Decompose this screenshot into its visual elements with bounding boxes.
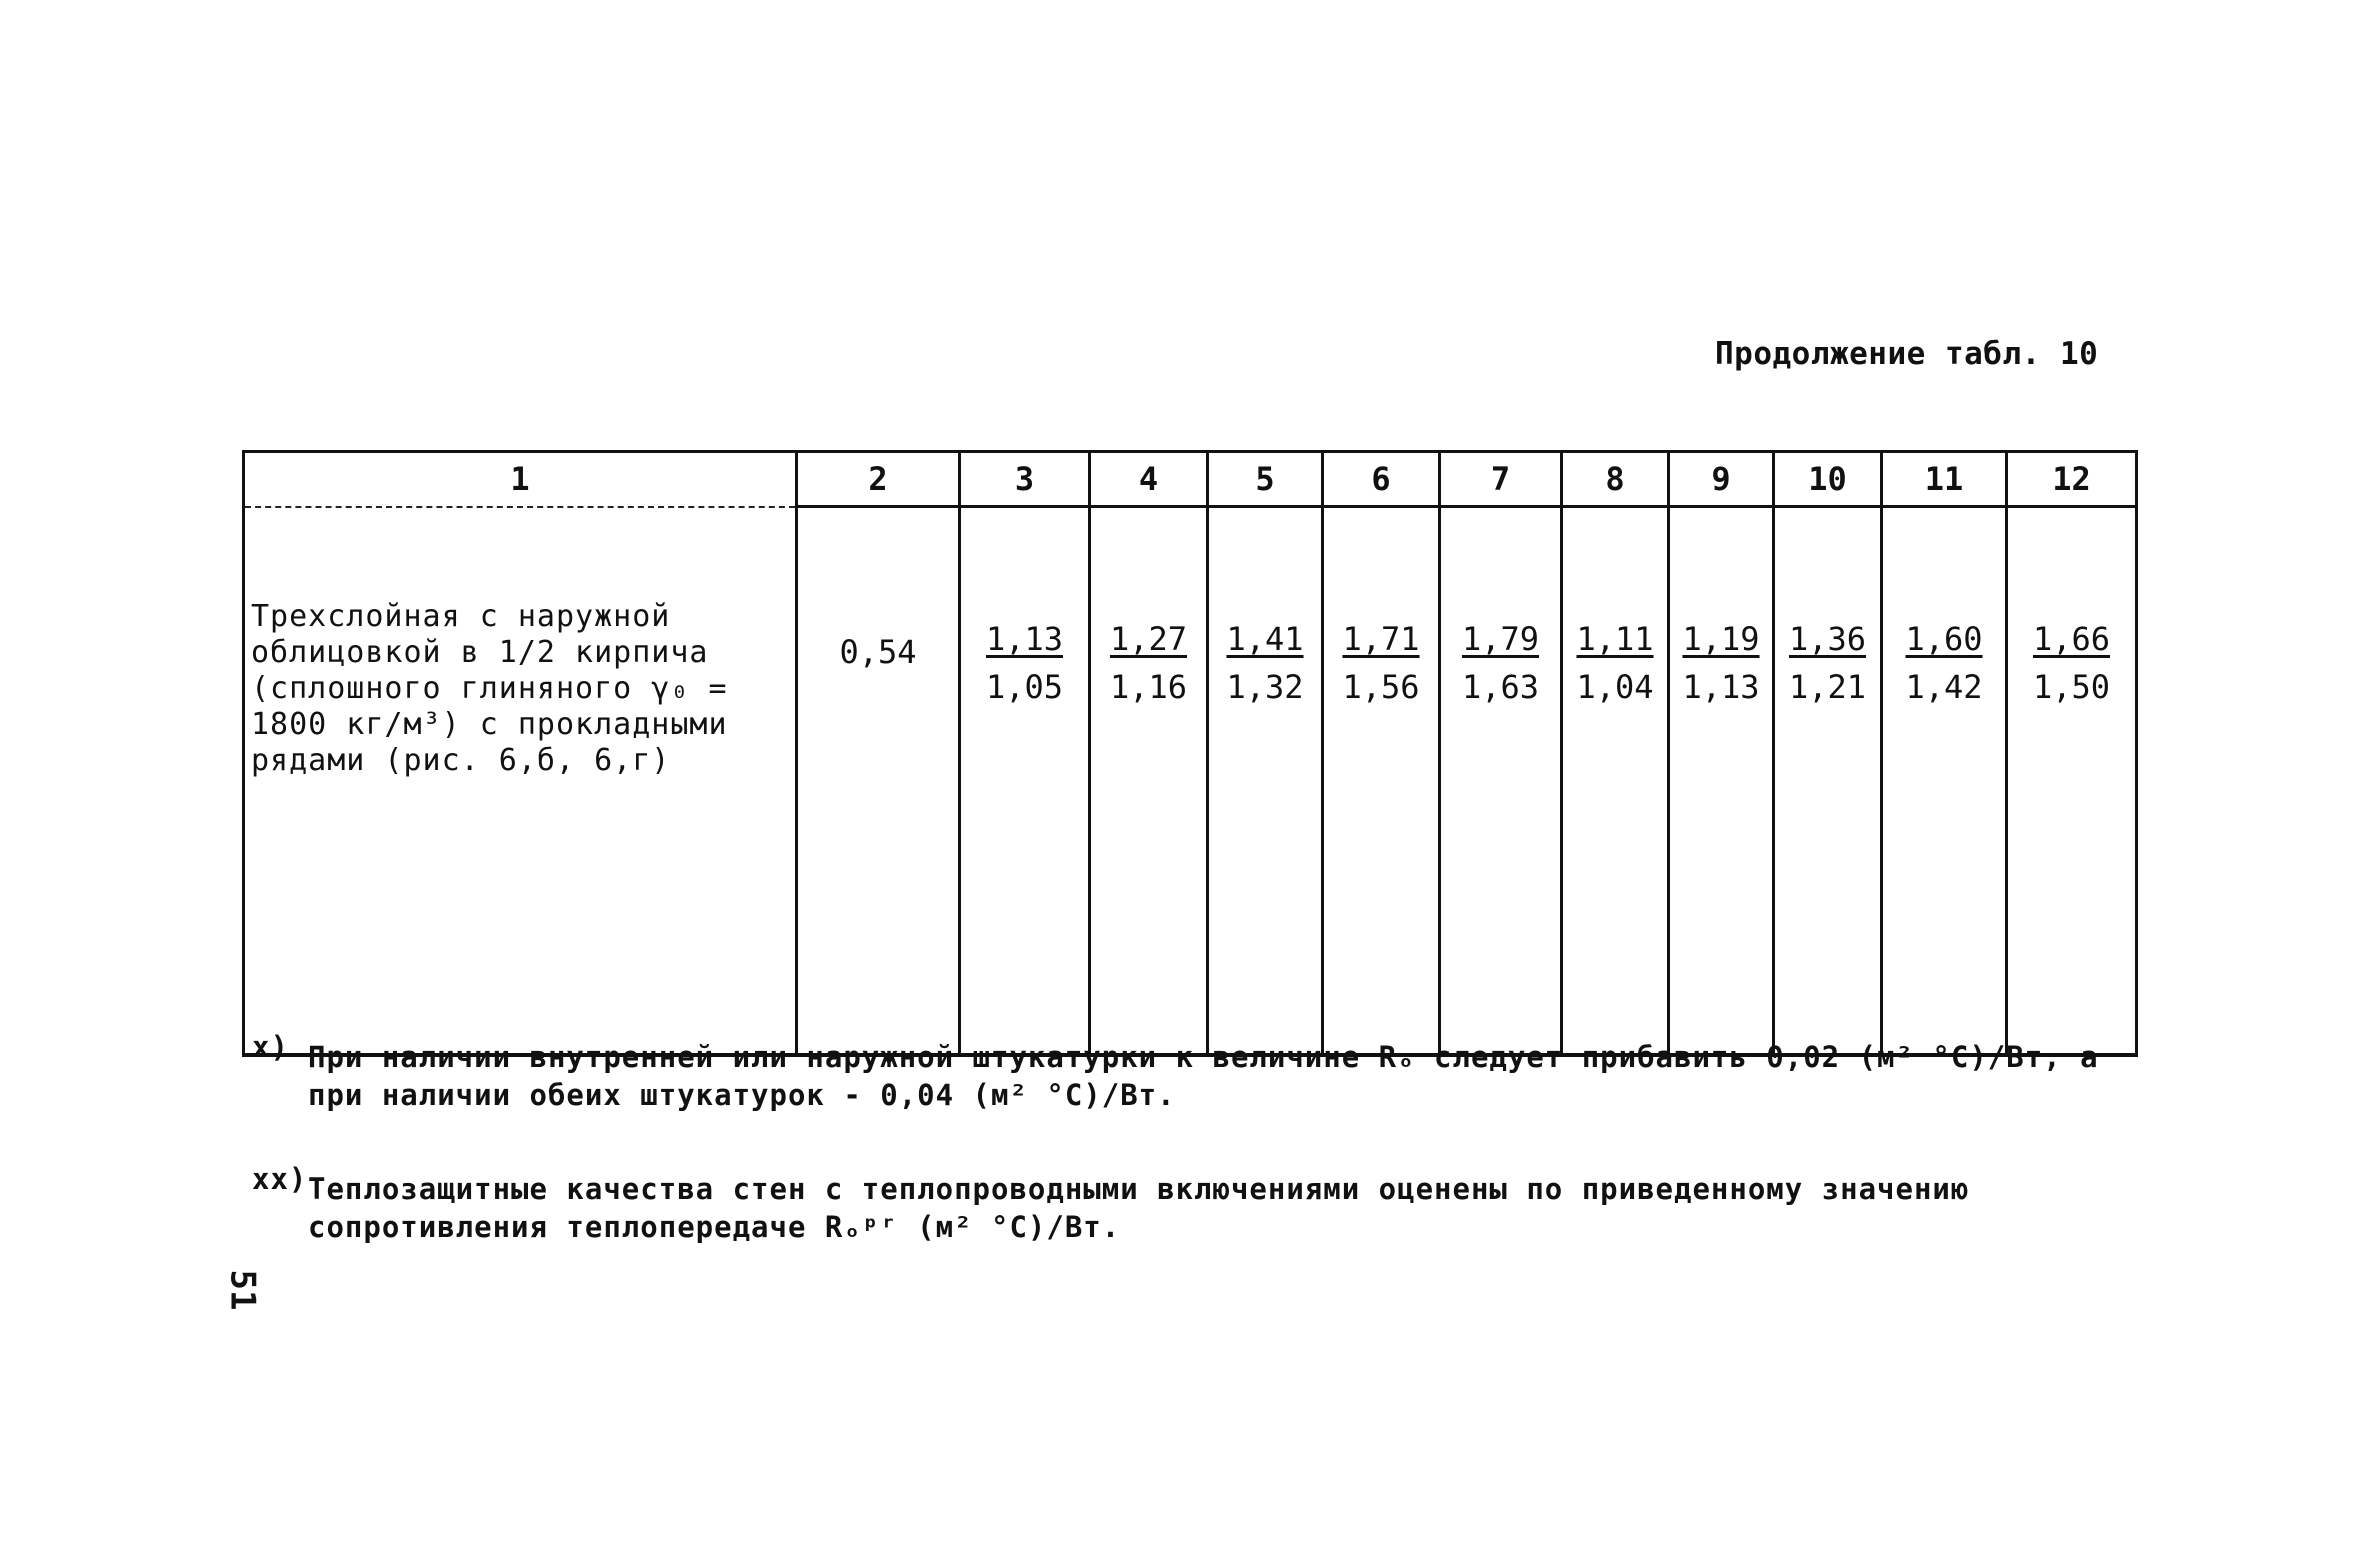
value-cell (797, 507, 960, 1056)
footnote-2 (252, 1162, 2152, 1246)
header-cell: 7 (1440, 452, 1562, 507)
fraction-cell (1669, 507, 1774, 1056)
fraction-numerator: 1,41 (1226, 620, 1304, 658)
fraction-cell (1440, 507, 1562, 1056)
header-cell: 10 (1774, 452, 1882, 507)
fraction-denominator: 1,63 (1461, 668, 1540, 706)
fraction-cell (1323, 507, 1440, 1056)
fraction-numerator: 1,11 (1576, 620, 1654, 658)
fraction-denominator: 1,21 (1788, 668, 1867, 706)
header-row (244, 452, 2137, 507)
fraction-denominator: 1,16 (1109, 668, 1188, 706)
fraction-numerator: 1,66 (2032, 620, 2111, 658)
fraction-numerator: 1,27 (1109, 620, 1188, 658)
fraction-denominator: 1,13 (1682, 668, 1760, 706)
fraction-cell (960, 507, 1090, 1056)
header-cell: 9 (1669, 452, 1774, 507)
fraction-numerator: 1,13 (985, 620, 1064, 658)
fraction-numerator: 1,19 (1682, 620, 1760, 658)
fraction-cell (2007, 507, 2137, 1056)
header-cell: 2 (797, 452, 960, 507)
table-row (244, 507, 2137, 1056)
fraction-numerator: 1,60 (1905, 620, 1983, 658)
fraction-cell (1562, 507, 1669, 1056)
fraction-denominator: 1,32 (1226, 668, 1304, 706)
header-cell: 8 (1562, 452, 1669, 507)
table-caption: Продолжение табл. 10 (1715, 336, 2099, 372)
header-cell: 3 (960, 452, 1090, 507)
footnote-mark: х) (252, 1030, 289, 1064)
value-text: 0,54 (839, 633, 917, 671)
wall-description-cell: Трехслойная с наружной облицовкой в 1/2 кирпича (сплошного глиняного γ₀ = 1800 кг/м³) с прокладными рядами (рис. 6,б, 6,г) (244, 507, 797, 1056)
fraction-denominator: 1,50 (2032, 668, 2111, 706)
page-number: 51 (222, 1269, 263, 1311)
header-cell: 6 (1323, 452, 1440, 507)
fraction-cell (1774, 507, 1882, 1056)
fraction-denominator: 1,56 (1342, 668, 1420, 706)
fraction-denominator: 1,42 (1905, 668, 1983, 706)
fraction-numerator: 1,36 (1788, 620, 1867, 658)
fraction-cell (1208, 507, 1323, 1056)
fraction-cell (1882, 507, 2007, 1056)
header-cell: 5 (1208, 452, 1323, 507)
fraction-cell (1090, 507, 1208, 1056)
fraction-denominator: 1,05 (985, 668, 1064, 706)
header-cell: 12 (2007, 452, 2137, 507)
header-cell: 4 (1090, 452, 1208, 507)
header-cell: 11 (1882, 452, 2007, 507)
fraction-numerator: 1,71 (1342, 620, 1420, 658)
header-cell: 1 (244, 452, 797, 507)
footnote-1 (252, 1030, 2152, 1114)
fraction-denominator: 1,04 (1576, 668, 1654, 706)
footnote-mark: хх) (252, 1162, 308, 1196)
data-table (242, 450, 2138, 1057)
fraction-numerator: 1,79 (1461, 620, 1540, 658)
footnote-text: Теплозащитные качества стен с теплопроводными включениями оценены по приведенному значению сопротивления теплопередаче Rₒᵖʳ (м² °С)/Вт. (308, 1172, 1970, 1244)
footnote-text: При наличии внутренней или наружной штукатурки к величине Rₒ следует прибавить 0,02 (м² °С)/Вт, а при наличии обеих штукатурок - 0,04 (м² °С)/Вт. (308, 1040, 2099, 1112)
